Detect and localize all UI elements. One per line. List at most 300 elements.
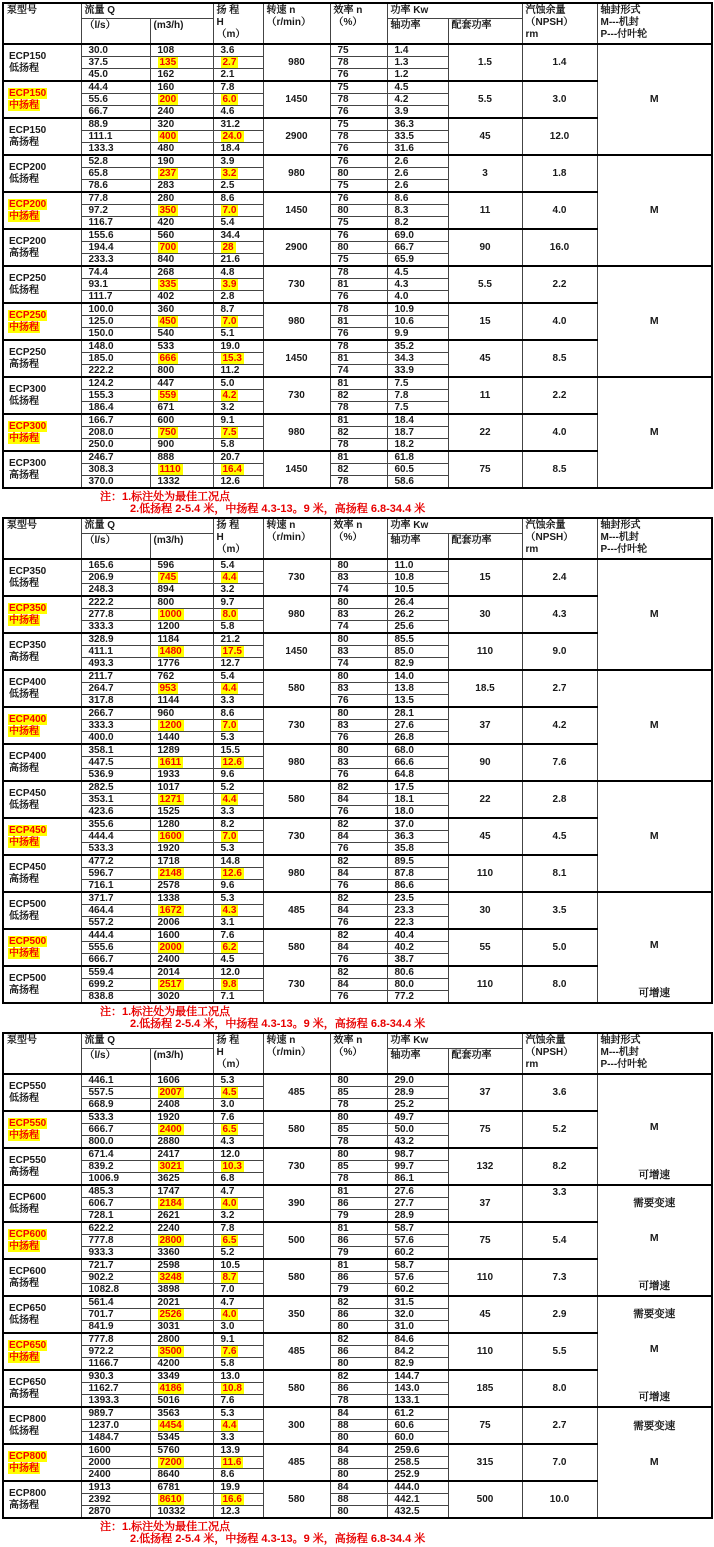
pump-model-cell: [3, 966, 81, 1003]
flow-m3h-cell: 8640: [150, 1469, 213, 1482]
efficiency-cell: 81: [330, 414, 387, 427]
flow-m3h-cell: 2184: [150, 1198, 213, 1210]
head-m-cell: 4.8: [213, 266, 263, 279]
match-power-cell: 30: [448, 596, 522, 633]
match-power-cell: 185: [448, 1370, 522, 1407]
col-header-flow-m3h: (m3/h): [150, 19, 213, 45]
flow-ls-cell: 77.8: [81, 192, 150, 205]
flow-ls-cell: 150.0: [81, 328, 150, 341]
efficiency-cell: 79: [330, 1284, 387, 1297]
flow-m3h-cell: 3349: [150, 1370, 213, 1383]
flow-m3h-cell: 402: [150, 291, 213, 304]
seal-type-cell: [597, 1407, 712, 1518]
flow-ls-cell: 165.6: [81, 559, 150, 572]
pump-model-name: ECP150: [9, 50, 47, 62]
col-header-efficiency: 效率 n （%）: [330, 1033, 387, 1074]
flow-m3h-cell: 2007: [150, 1087, 213, 1099]
flow-m3h-cell: 3898: [150, 1284, 213, 1297]
shaft-power-cell: 37.0: [387, 818, 448, 831]
efficiency-cell: 80: [330, 168, 387, 180]
flow-m3h-cell: 1718: [150, 855, 213, 868]
pump-model-name: ECP450: [9, 824, 47, 836]
flow-ls-cell: 97.2: [81, 205, 150, 217]
col-header-seal-type: 轴封形式 M---机封 P---付叶轮: [597, 518, 712, 559]
flow-ls-cell: 100.0: [81, 303, 150, 316]
head-m-cell: 3.6: [213, 44, 263, 57]
pump-model-cell: [3, 1370, 81, 1407]
efficiency-cell: 76: [330, 192, 387, 205]
shaft-power-cell: 69.0: [387, 229, 448, 242]
seal-type-cell: [597, 1074, 712, 1185]
speed-cell: 730: [263, 818, 330, 855]
npsh-cell: 7.6: [522, 744, 597, 781]
efficiency-cell: 84: [330, 942, 387, 954]
npsh-cell: 8.0: [522, 1370, 597, 1407]
flow-ls-cell: 533.3: [81, 1111, 150, 1124]
match-power-cell: 11: [448, 192, 522, 229]
flow-m3h-cell: 840: [150, 254, 213, 267]
shaft-power-cell: 28.9: [387, 1087, 448, 1099]
pump-model-name: ECP250: [9, 309, 47, 321]
pump-model-name: ECP450: [9, 787, 47, 799]
col-header-npsh: 汽蚀余量 （NPSH） rm: [522, 518, 597, 559]
head-m-cell: 9.8: [213, 979, 263, 991]
efficiency-cell: 84: [330, 905, 387, 917]
efficiency-cell: 81: [330, 353, 387, 365]
pump-range-label: 低扬程: [9, 284, 39, 296]
efficiency-cell: 78: [330, 94, 387, 106]
flow-ls-cell: 328.9: [81, 633, 150, 646]
npsh-cell: 1.8: [522, 155, 597, 192]
head-m-cell: 3.1: [213, 917, 263, 930]
flow-m3h-cell: 268: [150, 266, 213, 279]
efficiency-cell: 78: [330, 1136, 387, 1149]
pump-model-cell: [3, 1111, 81, 1148]
match-power-cell: 45: [448, 118, 522, 155]
speed-cell: 350: [263, 1296, 330, 1333]
speed-cell: 980: [263, 744, 330, 781]
efficiency-cell: 86: [330, 1198, 387, 1210]
shaft-power-cell: 259.6: [387, 1444, 448, 1457]
flow-m3h-cell: 1920: [150, 1111, 213, 1124]
shaft-power-cell: 258.5: [387, 1457, 448, 1469]
pump-model-name: ECP300: [9, 457, 47, 469]
head-m-cell: 7.0: [213, 316, 263, 328]
match-power-cell: 18.5: [448, 670, 522, 707]
flow-ls-cell: 699.2: [81, 979, 150, 991]
head-m-cell: 5.8: [213, 1358, 263, 1371]
flow-m3h-cell: 1280: [150, 818, 213, 831]
shaft-power-cell: 18.7: [387, 427, 448, 439]
flow-m3h-cell: 1600: [150, 929, 213, 942]
shaft-power-cell: 17.5: [387, 781, 448, 794]
seal-content: [598, 1408, 712, 1517]
pump-model-cell: [3, 118, 81, 155]
shaft-power-cell: 8.3: [387, 205, 448, 217]
flow-ls-cell: 65.8: [81, 168, 150, 180]
shaft-power-cell: 33.9: [387, 365, 448, 378]
flow-m3h-cell: 762: [150, 670, 213, 683]
flow-m3h-cell: 10332: [150, 1506, 213, 1519]
pump-range-label: 高扬程: [9, 873, 39, 885]
npsh-cell: 3.0: [522, 81, 597, 118]
flow-m3h-cell: 400: [150, 131, 213, 143]
flow-m3h-cell: 1000: [150, 609, 213, 621]
pump-model-name: ECP350: [9, 602, 47, 614]
shaft-power-cell: 31.5: [387, 1296, 448, 1309]
flow-m3h-cell: 200: [150, 94, 213, 106]
col-header-flow-ls: （l/s）: [81, 534, 150, 560]
flow-ls-cell: 2870: [81, 1506, 150, 1519]
seal-content: [598, 671, 712, 780]
head-m-cell: 6.8: [213, 1173, 263, 1186]
shaft-power-cell: 60.6: [387, 1420, 448, 1432]
pump-model-cell: [3, 1148, 81, 1185]
table-row: [3, 1407, 712, 1420]
flow-ls-cell: 233.3: [81, 254, 150, 267]
flow-m3h-cell: 1200: [150, 621, 213, 634]
head-m-cell: 13.9: [213, 1444, 263, 1457]
flow-m3h-cell: 350: [150, 205, 213, 217]
seal-label-high: 可增速: [638, 1390, 670, 1403]
head-m-cell: 18.4: [213, 143, 263, 156]
efficiency-cell: 86: [330, 1235, 387, 1247]
head-m-cell: 7.5: [213, 427, 263, 439]
flow-m3h-cell: 4200: [150, 1358, 213, 1371]
match-power-cell: 3: [448, 155, 522, 192]
speed-cell: 730: [263, 1148, 330, 1185]
flow-ls-cell: 411.1: [81, 646, 150, 658]
efficiency-cell: 78: [330, 439, 387, 452]
shaft-power-cell: 82.9: [387, 658, 448, 671]
head-m-cell: 3.3: [213, 695, 263, 708]
flow-ls-cell: 246.7: [81, 451, 150, 464]
npsh-cell: 4.5: [522, 818, 597, 855]
flow-ls-cell: 353.1: [81, 794, 150, 806]
pump-model-name: ECP300: [9, 420, 47, 432]
match-power-cell: 90: [448, 744, 522, 781]
shaft-power-cell: 18.0: [387, 806, 448, 819]
head-m-cell: 4.2: [213, 390, 263, 402]
flow-m3h-cell: 2014: [150, 966, 213, 979]
shaft-power-cell: 31.6: [387, 143, 448, 156]
flow-ls-cell: 66.7: [81, 106, 150, 119]
pump-spec-table: [2, 1032, 713, 1519]
efficiency-cell: 78: [330, 57, 387, 69]
speed-cell: 2900: [263, 118, 330, 155]
npsh-cell: 7.0: [522, 1444, 597, 1481]
pump-model-cell: [3, 559, 81, 596]
head-m-cell: 28: [213, 242, 263, 254]
flow-m3h-cell: 2006: [150, 917, 213, 930]
shaft-power-cell: 60.2: [387, 1247, 448, 1260]
seal-label-low: [598, 156, 712, 192]
shaft-power-cell: 13.5: [387, 695, 448, 708]
efficiency-cell: 78: [330, 340, 387, 353]
flow-ls-cell: 668.9: [81, 1099, 150, 1112]
pump-range-label: 中扬程: [9, 1462, 39, 1474]
shaft-power-cell: 36.3: [387, 831, 448, 843]
efficiency-cell: 78: [330, 303, 387, 316]
match-power-cell: 110: [448, 1333, 522, 1370]
efficiency-cell: 76: [330, 880, 387, 893]
flow-ls-cell: 125.0: [81, 316, 150, 328]
pump-range-label: 低扬程: [9, 577, 39, 589]
flow-ls-cell: 55.6: [81, 94, 150, 106]
flow-m3h-cell: 2598: [150, 1259, 213, 1272]
shaft-power-cell: 1.3: [387, 57, 448, 69]
flow-m3h-cell: 600: [150, 414, 213, 427]
shaft-power-cell: 25.2: [387, 1099, 448, 1112]
shaft-power-cell: 80.6: [387, 966, 448, 979]
pump-range-label: 中扬程: [9, 1351, 39, 1363]
efficiency-cell: 84: [330, 1481, 387, 1494]
shaft-power-cell: 99.7: [387, 1161, 448, 1173]
efficiency-cell: 80: [330, 1321, 387, 1334]
seal-content: [598, 1297, 712, 1406]
speed-cell: 980: [263, 155, 330, 192]
match-power-cell: 37: [448, 1074, 522, 1111]
pump-spec-table: [2, 517, 713, 1004]
efficiency-cell: 80: [330, 596, 387, 609]
match-power-cell: 30: [448, 892, 522, 929]
shaft-power-cell: 61.2: [387, 1407, 448, 1420]
efficiency-cell: 80: [330, 205, 387, 217]
col-header-speed: 转速 n （r/min）: [263, 1033, 330, 1074]
flow-m3h-cell: 240: [150, 106, 213, 119]
flow-ls-cell: 1162.7: [81, 1383, 150, 1395]
flow-m3h-cell: 960: [150, 707, 213, 720]
shaft-power-cell: 28.9: [387, 1210, 448, 1223]
head-m-cell: 12.0: [213, 1148, 263, 1161]
seal-label-high: [598, 855, 712, 891]
head-m-cell: 12.6: [213, 476, 263, 489]
head-m-cell: 5.3: [213, 892, 263, 905]
flow-ls-cell: 1006.9: [81, 1173, 150, 1186]
shaft-power-cell: 35.2: [387, 340, 448, 353]
table-row: [3, 377, 712, 390]
flow-ls-cell: 533.3: [81, 843, 150, 856]
flow-m3h-cell: 3248: [150, 1272, 213, 1284]
shaft-power-cell: 25.6: [387, 621, 448, 634]
shaft-power-cell: 85.5: [387, 633, 448, 646]
flow-ls-cell: 111.7: [81, 291, 150, 304]
flow-ls-cell: 37.5: [81, 57, 150, 69]
pump-model-name: ECP500: [9, 898, 47, 910]
pump-range-label: 中扬程: [9, 614, 39, 626]
head-m-cell: 13.0: [213, 1370, 263, 1383]
flow-ls-cell: 222.2: [81, 596, 150, 609]
flow-m3h-cell: 1672: [150, 905, 213, 917]
note-line-2: 2.低扬程 2-5.4 米，中扬程 4.3-13。9 米，高扬程 6.8-34.4 米: [130, 1018, 426, 1030]
shaft-power-cell: 29.0: [387, 1074, 448, 1087]
flow-ls-cell: 701.7: [81, 1309, 150, 1321]
flow-m3h-cell: 900: [150, 439, 213, 452]
flow-m3h-cell: 1017: [150, 781, 213, 794]
flow-m3h-cell: 1480: [150, 646, 213, 658]
flow-ls-cell: 536.9: [81, 769, 150, 782]
flow-ls-cell: 250.0: [81, 439, 150, 452]
table-row: [3, 1074, 712, 1087]
head-m-cell: 4.0: [213, 1198, 263, 1210]
col-header-speed: 转速 n （r/min）: [263, 518, 330, 559]
note-line-2: 2.低扬程 2-5.4 米，中扬程 4.3-13。9 米，高扬程 6.8-34.4 米: [130, 503, 426, 515]
pump-range-label: 低扬程: [9, 1203, 39, 1215]
flow-ls-cell: 902.2: [81, 1272, 150, 1284]
col-header-seal-type: 轴封形式 M---机封 P---付叶轮: [597, 1033, 712, 1074]
pump-model-cell: [3, 1222, 81, 1259]
speed-cell: 730: [263, 707, 330, 744]
efficiency-cell: 76: [330, 291, 387, 304]
flow-ls-cell: 477.2: [81, 855, 150, 868]
shaft-power-cell: 10.6: [387, 316, 448, 328]
pump-spec-table: [2, 2, 713, 489]
shaft-power-cell: 18.1: [387, 794, 448, 806]
head-m-cell: 4.7: [213, 1296, 263, 1309]
head-m-cell: 3.9: [213, 155, 263, 168]
efficiency-cell: 88: [330, 1494, 387, 1506]
head-m-cell: 14.8: [213, 855, 263, 868]
shaft-power-cell: 4.2: [387, 94, 448, 106]
pump-model-name: ECP550: [9, 1154, 47, 1166]
efficiency-cell: 76: [330, 695, 387, 708]
flow-ls-cell: 333.3: [81, 621, 150, 634]
pump-range-label: 中扬程: [9, 99, 39, 111]
head-m-cell: 5.4: [213, 670, 263, 683]
head-m-cell: 10.5: [213, 1259, 263, 1272]
head-m-cell: 16.4: [213, 464, 263, 476]
flow-ls-cell: 370.0: [81, 476, 150, 489]
flow-ls-cell: 666.7: [81, 954, 150, 967]
flow-ls-cell: 148.0: [81, 340, 150, 353]
npsh-cell: 2.8: [522, 781, 597, 818]
head-m-cell: 3.3: [213, 1432, 263, 1445]
flow-m3h-cell: 5345: [150, 1432, 213, 1445]
shaft-power-cell: 432.5: [387, 1506, 448, 1519]
flow-m3h-cell: 280: [150, 192, 213, 205]
seal-label-mid: M: [649, 607, 659, 620]
match-power-cell: 11: [448, 377, 522, 414]
shaft-power-cell: 66.6: [387, 757, 448, 769]
flow-m3h-cell: 4186: [150, 1383, 213, 1395]
match-power-cell: 75: [448, 1111, 522, 1148]
efficiency-cell: 81: [330, 451, 387, 464]
flow-m3h-cell: 160: [150, 81, 213, 94]
shaft-power-cell: 4.0: [387, 291, 448, 304]
seal-type-cell: [597, 781, 712, 892]
pump-model-name: ECP150: [9, 87, 47, 99]
flow-ls-cell: 838.8: [81, 991, 150, 1004]
flow-m3h-cell: 3031: [150, 1321, 213, 1334]
flow-m3h-cell: 320: [150, 118, 213, 131]
npsh-cell: 9.0: [522, 633, 597, 670]
efficiency-cell: 79: [330, 1247, 387, 1260]
match-power-cell: 37: [448, 707, 522, 744]
efficiency-cell: 76: [330, 806, 387, 819]
flow-ls-cell: 721.7: [81, 1259, 150, 1272]
flow-ls-cell: 116.7: [81, 217, 150, 230]
shaft-power-cell: 86.1: [387, 1173, 448, 1186]
efficiency-cell: 84: [330, 979, 387, 991]
pump-model-name: ECP650: [9, 1376, 47, 1388]
flow-ls-cell: 166.7: [81, 414, 150, 427]
pump-range-label: 中扬程: [9, 210, 39, 222]
seal-label-low: [598, 560, 712, 596]
npsh-cell: 5.2: [522, 1111, 597, 1148]
flow-ls-cell: 1484.7: [81, 1432, 150, 1445]
efficiency-cell: 74: [330, 658, 387, 671]
head-m-cell: 5.8: [213, 621, 263, 634]
flow-m3h-cell: 335: [150, 279, 213, 291]
seal-content: [598, 782, 712, 891]
flow-ls-cell: 444.4: [81, 831, 150, 843]
flow-m3h-cell: 1747: [150, 1185, 213, 1198]
shaft-power-cell: 84.2: [387, 1346, 448, 1358]
flow-m3h-cell: 1920: [150, 843, 213, 856]
head-m-cell: 7.0: [213, 1284, 263, 1297]
flow-m3h-cell: 1271: [150, 794, 213, 806]
efficiency-cell: 84: [330, 1444, 387, 1457]
shaft-power-cell: 7.5: [387, 377, 448, 390]
pump-range-label: 中扬程: [9, 947, 39, 959]
head-m-cell: 12.0: [213, 966, 263, 979]
head-m-cell: 3.2: [213, 402, 263, 415]
shaft-power-cell: 14.0: [387, 670, 448, 683]
match-power-cell: 15: [448, 303, 522, 340]
pump-range-label: 低扬程: [9, 910, 39, 922]
efficiency-cell: 82: [330, 818, 387, 831]
npsh-cell: 4.0: [522, 414, 597, 451]
efficiency-cell: 76: [330, 143, 387, 156]
head-m-cell: 5.4: [213, 217, 263, 230]
seal-content: [598, 893, 712, 1002]
efficiency-cell: 86: [330, 1309, 387, 1321]
shaft-power-cell: 40.2: [387, 942, 448, 954]
flow-m3h-cell: 1110: [150, 464, 213, 476]
shaft-power-cell: 10.9: [387, 303, 448, 316]
efficiency-cell: 85: [330, 1161, 387, 1173]
seal-label-mid: M: [649, 718, 659, 731]
flow-ls-cell: 333.3: [81, 720, 150, 732]
head-m-cell: 4.3: [213, 1136, 263, 1149]
flow-ls-cell: 264.7: [81, 683, 150, 695]
flow-ls-cell: 839.2: [81, 1161, 150, 1173]
efficiency-cell: 80: [330, 670, 387, 683]
head-m-cell: 8.6: [213, 192, 263, 205]
npsh-cell: 4.2: [522, 707, 597, 744]
pump-model-cell: [3, 377, 81, 414]
flow-ls-cell: 1237.0: [81, 1420, 150, 1432]
flow-ls-cell: 371.7: [81, 892, 150, 905]
speed-cell: 485: [263, 1333, 330, 1370]
efficiency-cell: 76: [330, 155, 387, 168]
table-row: [3, 1185, 712, 1198]
speed-cell: 1450: [263, 192, 330, 229]
seal-label-mid: M: [649, 939, 659, 952]
head-m-cell: 4.5: [213, 954, 263, 967]
flow-m3h-cell: 1600: [150, 831, 213, 843]
npsh-cell: 2.2: [522, 266, 597, 303]
flow-ls-cell: 206.9: [81, 572, 150, 584]
col-header-match-power: 配套功率: [448, 1049, 522, 1075]
pump-model-name: ECP250: [9, 346, 47, 358]
flow-ls-cell: 185.0: [81, 353, 150, 365]
flow-ls-cell: 1600: [81, 1444, 150, 1457]
flow-m3h-cell: 5016: [150, 1395, 213, 1408]
head-m-cell: 5.2: [213, 781, 263, 794]
flow-ls-cell: 666.7: [81, 1124, 150, 1136]
flow-m3h-cell: 360: [150, 303, 213, 316]
